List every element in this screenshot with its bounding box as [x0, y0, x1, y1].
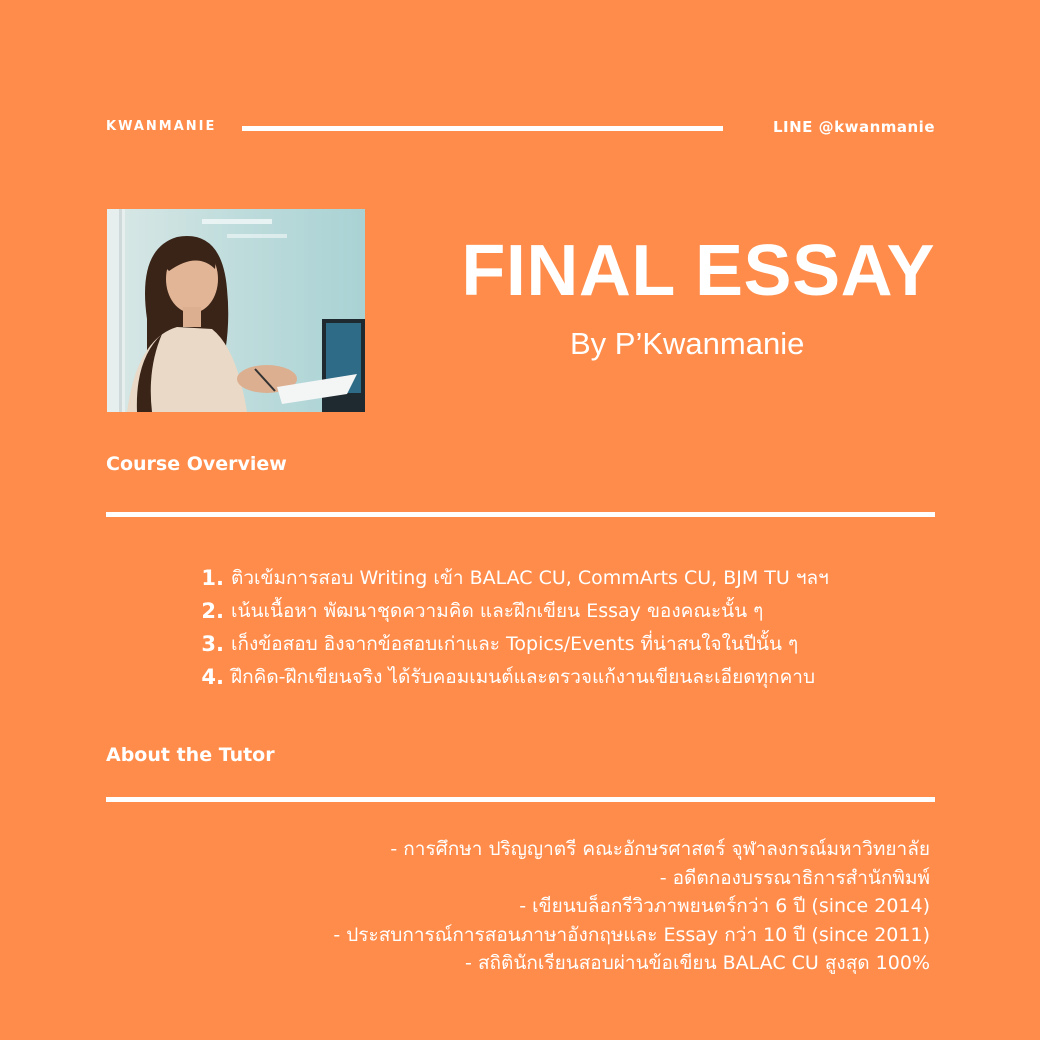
tutor-credential: - เขียนบล็อกรีวิวภาพยนตร์กว่า 6 ปี (since 2014)	[519, 895, 930, 917]
course-overview-divider	[106, 512, 935, 517]
list-item-text: ติวเข้มการสอบ Writing เข้า BALAC CU, CommArts CU, BJM TU ฯลฯ	[231, 566, 829, 589]
list-item-number: 1.	[201, 565, 224, 590]
list-item-text: เก็งข้อสอบ อิงจากข้อสอบเก่าและ Topics/Events ที่น่าสนใจในปีนั้น ๆ	[231, 632, 799, 655]
list-item-text: ฝึกคิด-ฝึกเขียนจริง ได้รับคอมเมนต์และตรวจแก้งานเขียนละเอียดทุกคาบ	[231, 665, 816, 688]
tutor-photo	[107, 209, 365, 412]
tutor-credential: - ประสบการณ์การสอนภาษาอังกฤษและ Essay กว่า 10 ปี (since 2011)	[333, 923, 930, 946]
tutor-credential: - อดีตกองบรรณาธิการสำนักพิมพ์	[659, 866, 930, 889]
list-item	[196, 561, 829, 594]
tutor-credential: - สถิตินักเรียนสอบผ่านข้อเขียน BALAC CU สูงสุด 100%	[465, 952, 930, 974]
tutor-credential: - การศึกษา ปริญญาตรี คณะอักษรศาสตร์ จุฬาลงกรณ์มหาวิทยาลัย	[390, 838, 930, 860]
header-divider	[242, 126, 723, 131]
page-subtitle: By P’Kwanmanie	[570, 326, 805, 361]
page-title: FINAL ESSAY	[461, 231, 935, 311]
brand-name: KWANMANIE	[106, 119, 217, 134]
about-tutor-list	[333, 835, 930, 978]
list-item	[196, 660, 829, 693]
list-item	[196, 627, 829, 660]
course-overview-heading: Course Overview	[106, 453, 287, 475]
about-tutor-heading: About the Tutor	[106, 744, 275, 766]
course-overview-list	[196, 561, 829, 693]
list-item	[196, 594, 829, 627]
line-contact: LINE @kwanmanie	[772, 118, 935, 136]
list-item-number: 4.	[201, 664, 224, 689]
list-item-number: 2.	[201, 598, 224, 623]
list-item-text: เน้นเนื้อหา พัฒนาชุดความคิด และฝึกเขียน Essay ของคณะนั้น ๆ	[231, 599, 764, 622]
list-item-number: 3.	[201, 631, 224, 656]
about-tutor-divider	[106, 797, 935, 802]
